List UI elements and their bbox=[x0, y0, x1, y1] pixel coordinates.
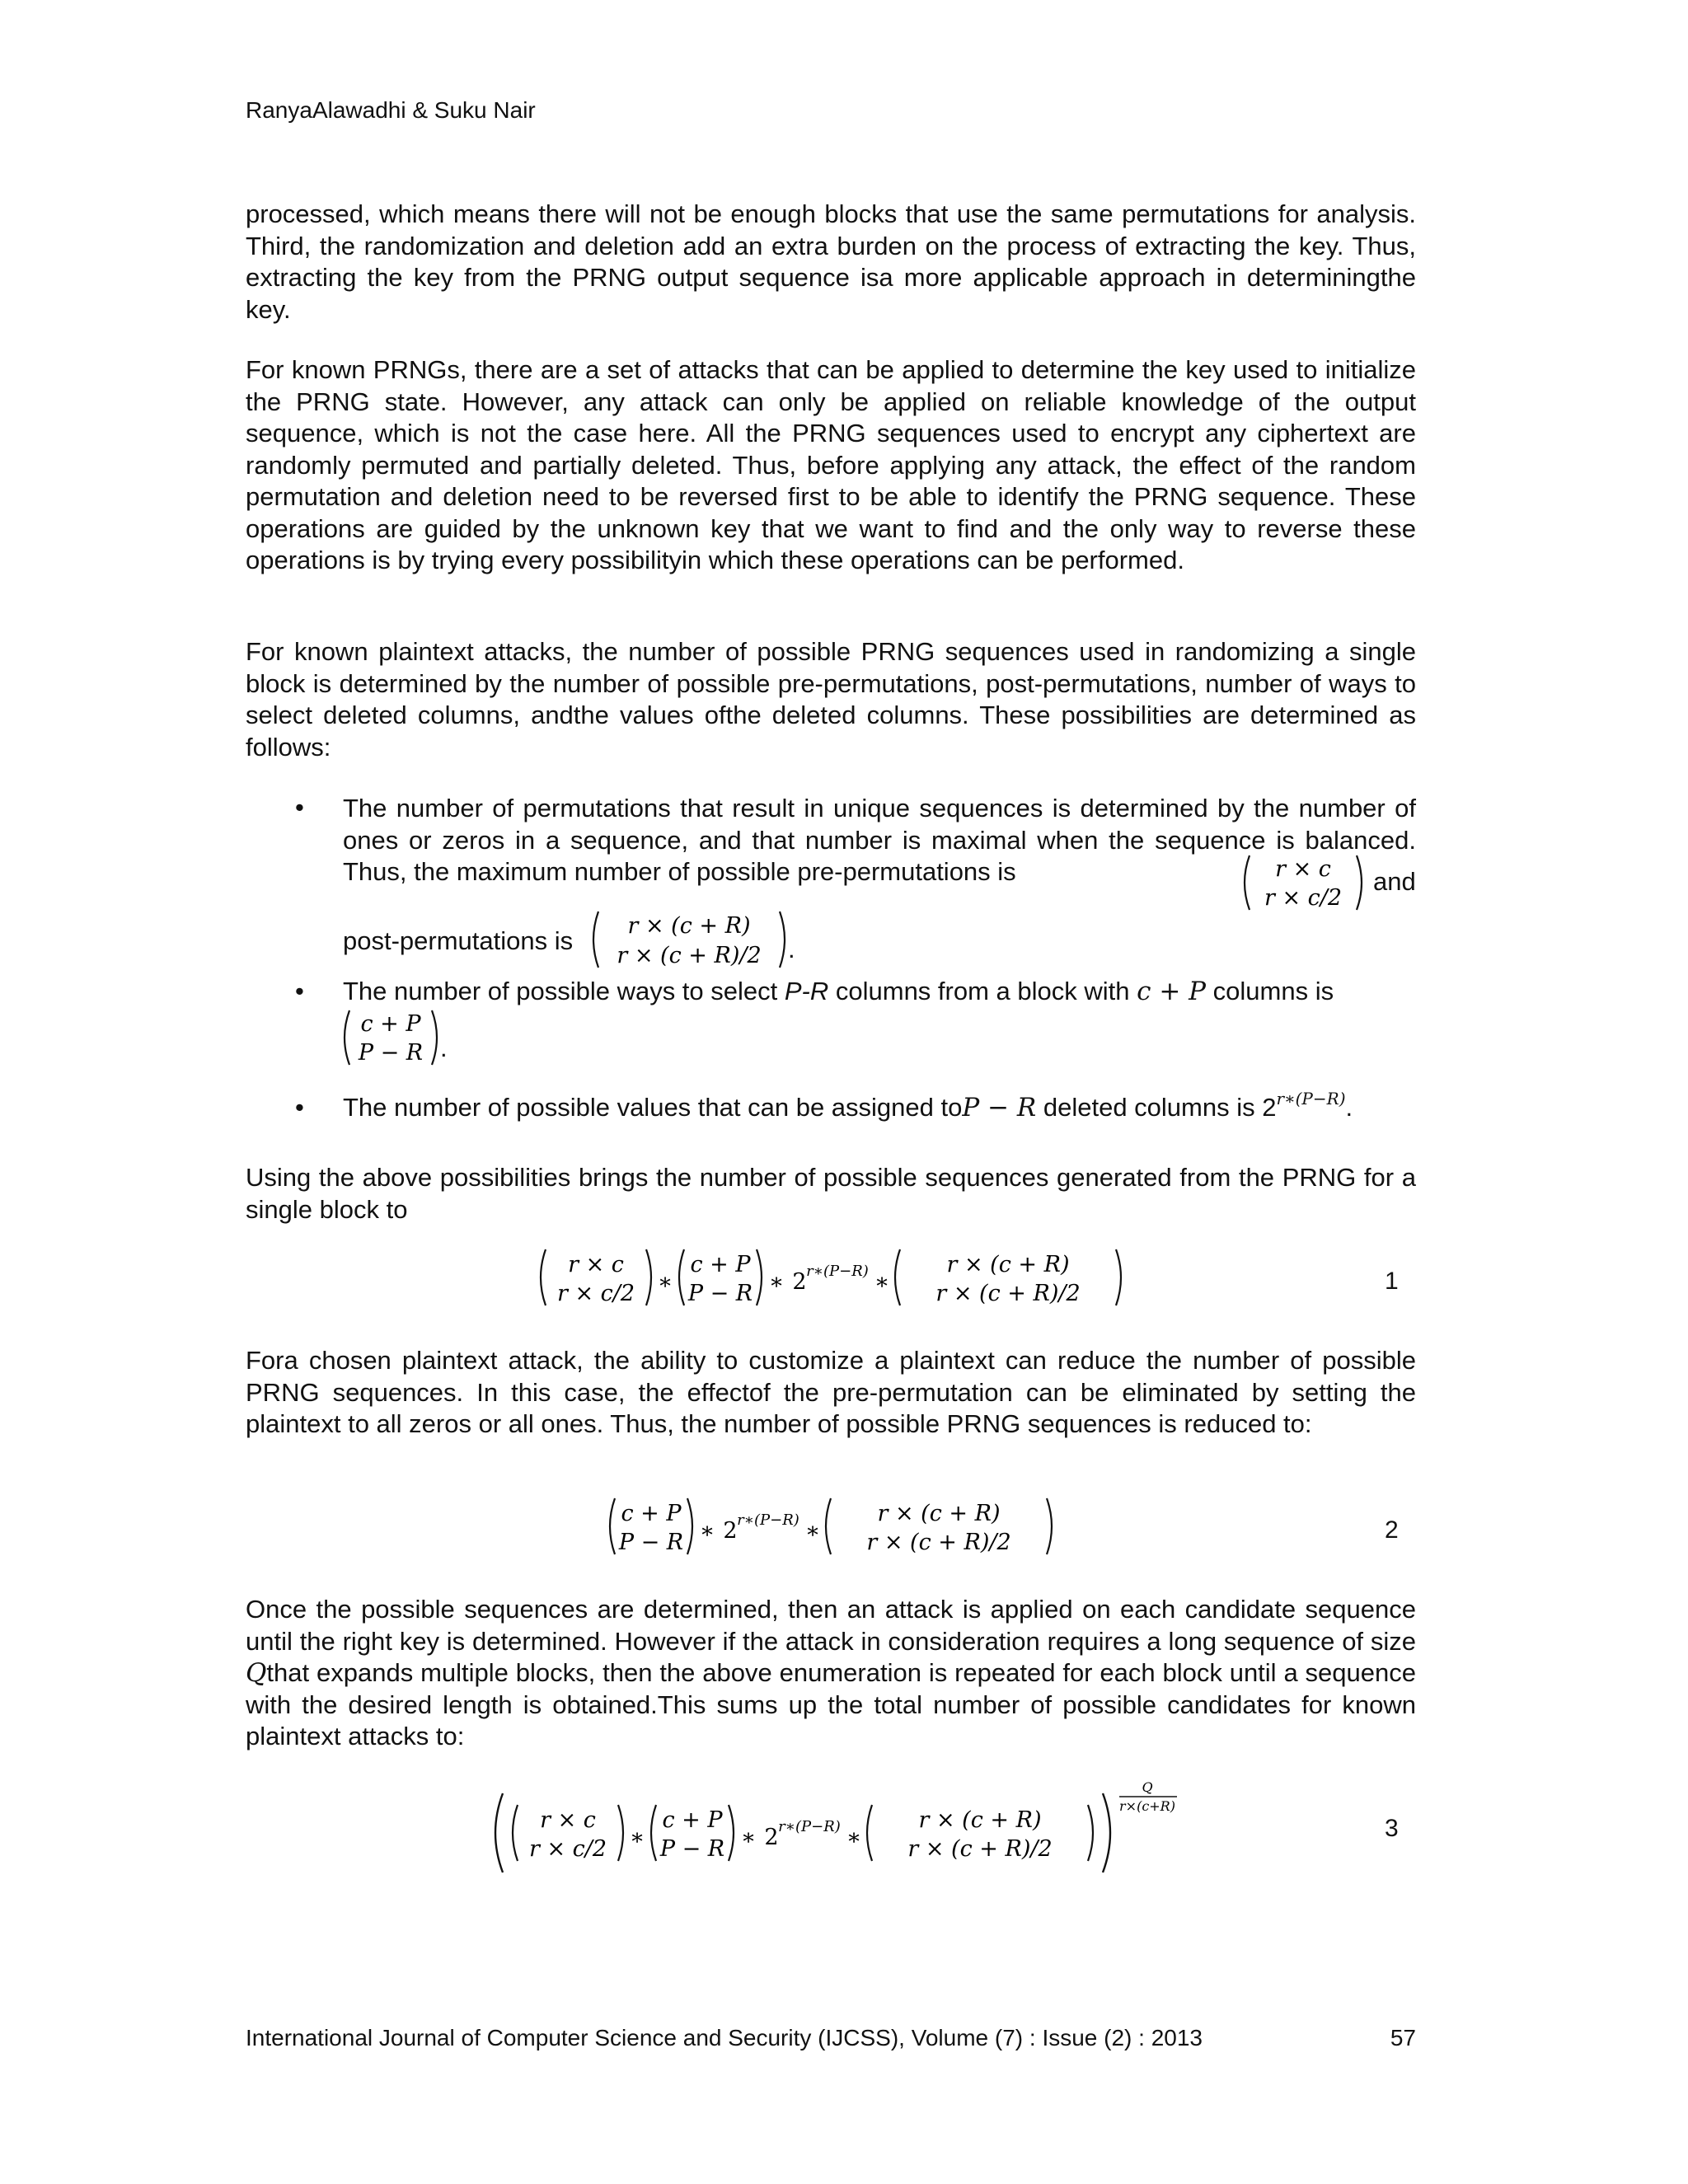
eq3-star: ∗ bbox=[846, 1825, 862, 1850]
bullet-3-exponent: r∗(P−R) bbox=[1276, 1089, 1346, 1108]
eq3-binom3-top: r × (c + R) bbox=[918, 1807, 1042, 1833]
eq3-power-denominator: r×(c+R) bbox=[1119, 1798, 1175, 1814]
eq1-exponent: r∗(P−R) bbox=[806, 1263, 869, 1280]
eq2-star: ∗ bbox=[699, 1518, 715, 1544]
equation-number-3: 3 bbox=[1385, 1815, 1399, 1842]
bullet-2-period: . bbox=[440, 1033, 448, 1062]
bullet-3-period: . bbox=[1345, 1093, 1353, 1122]
eq1-binom1-top: r × c bbox=[568, 1252, 624, 1277]
binomial-top: r × (c + R) bbox=[627, 913, 751, 939]
bullet-1-post: post-permutations is bbox=[343, 926, 574, 955]
bullet-2-pr: P-R bbox=[784, 977, 829, 1005]
eq1-star: ∗ bbox=[657, 1269, 673, 1295]
eq1-binom1-bottom: r × c/2 bbox=[556, 1281, 635, 1306]
equation-2 bbox=[605, 1493, 1067, 1561]
running-header: RanyaAlawadhi & Suku Nair bbox=[246, 97, 536, 123]
eq2-star: ∗ bbox=[804, 1518, 821, 1544]
eq1-star: ∗ bbox=[768, 1269, 785, 1295]
eq3-power-numerator: Q bbox=[1142, 1780, 1153, 1795]
binomial-pre-permutations bbox=[1241, 852, 1365, 913]
eq2-binom1-bottom: P − R bbox=[618, 1530, 684, 1555]
paragraph-2: For known PRNGs, there are a set of attacks that can be applied to determine the key used to initialize the PRNG state. However, any attack can only be applied on reliable knowledge of the output sequence, which is not the case here. All the PRNG sequences used to encrypt any ciphertext are randomly permuted and partially deleted. Thus, before applying any attack, the effect of the random permutation and deletion need to be reversed first to be able to identify the PRNG sequence. These operations are guided by the unknown key that we want to find and the only way to reverse these operations is by trying every possibilityin which these operations can be performed. bbox=[246, 355, 1416, 574]
paragraph-4: Using the above possibilities brings the number of possible sequences generated from the PRNG for a single block to bbox=[246, 1163, 1416, 1224]
bullet-1-text: The number of permutations that result in unique sequences is determined by the number of ones or zeros in a sequence, and that number is maximal when the sequence is balanced. Thus, the maximum number of possible pre-permutations is bbox=[343, 794, 1416, 886]
equation-number-1: 1 bbox=[1385, 1268, 1399, 1295]
equation-number-2: 2 bbox=[1385, 1516, 1399, 1544]
eq1-binom3-top: r × (c + R) bbox=[946, 1252, 1070, 1277]
paragraph-6-part-a: Once the possible sequences are determined, then an attack is applied on each candidate sequence until the right key is determined. However if the attack in consideration requires a long sequence of size bbox=[246, 1595, 1416, 1656]
equation-3 bbox=[488, 1780, 1197, 1877]
page-number: 57 bbox=[1390, 2025, 1416, 2050]
eq1-binom2-bottom: P − R bbox=[687, 1281, 753, 1306]
footer bbox=[246, 2025, 1416, 2051]
paragraph-3: For known plaintext attacks, the number of possible PRNG sequences used in randomizing a single block is determined by the number of possible pre-permutations, post-permutations, number of ways to select deleted columns, andthe values ofthe deleted columns. These possibilities are determined as follows: bbox=[246, 637, 1416, 762]
binomial-bottom: P − R bbox=[358, 1040, 424, 1066]
eq2-binom1-top: c + P bbox=[621, 1501, 682, 1526]
bullet-3-part-a: The number of possible values that can be assigned to bbox=[343, 1093, 963, 1122]
eq3-binom2-bottom: P − R bbox=[659, 1836, 725, 1862]
bullet-marker: • bbox=[295, 793, 304, 822]
eq2-two: 2 bbox=[723, 1518, 738, 1544]
bullet-2-math: c + P bbox=[1137, 977, 1207, 1006]
eq3-star: ∗ bbox=[629, 1825, 645, 1850]
eq3-binom1-top: r × c bbox=[540, 1807, 596, 1833]
binomial-bottom: r × (c + R)/2 bbox=[617, 943, 762, 968]
bullet-3-text bbox=[343, 1089, 1353, 1122]
paragraph-6 bbox=[246, 1594, 1416, 1753]
paragraph-6-part-b: that expands multiple blocks, then the above enumeration is repeated for each block until a sequence with the desired length is obtained.This sums up the total number of possible candidates for known plaintext attacks to: bbox=[246, 1658, 1416, 1750]
eq3-exponent: r∗(P−R) bbox=[778, 1818, 841, 1835]
bullet-2-part-b: columns from a block with bbox=[828, 977, 1137, 1005]
binomial-bottom: r × c/2 bbox=[1264, 885, 1343, 911]
eq2-binom2-bottom: r × (c + R)/2 bbox=[866, 1530, 1011, 1555]
footer-journal: International Journal of Computer Science and Security (IJCSS), Volume (7) : Issue (2) : 2013 bbox=[246, 2025, 1203, 2050]
bullet-2-text bbox=[343, 977, 1334, 1006]
bullet-1-period: . bbox=[788, 935, 795, 963]
binomial-post-permutations bbox=[590, 908, 788, 971]
paragraph-5: Fora chosen plaintext attack, the ability to customize a plaintext can reduce the number of possible PRNG sequences. In this case, the effectof the pre-permutation can be eliminated by setting the plaintext to all zeros or all ones. Thus, the number of possible PRNG sequences is reduced to: bbox=[246, 1346, 1416, 1438]
binomial-top: r × c bbox=[1275, 856, 1331, 882]
eq3-two: 2 bbox=[764, 1825, 779, 1850]
eq3-binom3-bottom: r × (c + R)/2 bbox=[907, 1836, 1053, 1862]
eq3-binom2-top: c + P bbox=[662, 1807, 723, 1833]
eq1-two: 2 bbox=[792, 1269, 807, 1295]
binomial-top: c + P bbox=[360, 1011, 421, 1037]
eq1-star: ∗ bbox=[874, 1269, 890, 1295]
binomial-select-columns bbox=[341, 1007, 440, 1068]
bullet-3-part-b: deleted columns is 2 bbox=[1036, 1093, 1277, 1122]
paragraph-1: processed, which means there will not be enough blocks that use the same permutations for analysis. Third, the randomization and deletion add an extra burden on the process of extracting the key. Thus, extracting the key from the PRNG output sequence isa more applicable approach in determiningthe key. bbox=[246, 199, 1416, 324]
eq3-binom1-bottom: r × c/2 bbox=[528, 1836, 607, 1862]
eq1-binom2-top: c + P bbox=[690, 1252, 751, 1277]
equation-1 bbox=[536, 1244, 1146, 1312]
bullet-2-part-a: The number of possible ways to select bbox=[343, 977, 785, 1005]
eq1-binom3-bottom: r × (c + R)/2 bbox=[935, 1281, 1081, 1306]
bullet-marker: • bbox=[295, 977, 304, 1005]
bullet-marker: • bbox=[295, 1093, 304, 1122]
bullet-2-part-c: columns is bbox=[1206, 977, 1334, 1005]
paragraph-6-math: Q bbox=[246, 1658, 267, 1688]
eq2-binom2-top: r × (c + R) bbox=[877, 1501, 1001, 1526]
bullet-1-and: and bbox=[1373, 867, 1416, 896]
eq2-exponent: r∗(P−R) bbox=[737, 1511, 799, 1529]
bullet-3-math: P − R bbox=[962, 1093, 1037, 1122]
eq3-star: ∗ bbox=[740, 1825, 757, 1850]
